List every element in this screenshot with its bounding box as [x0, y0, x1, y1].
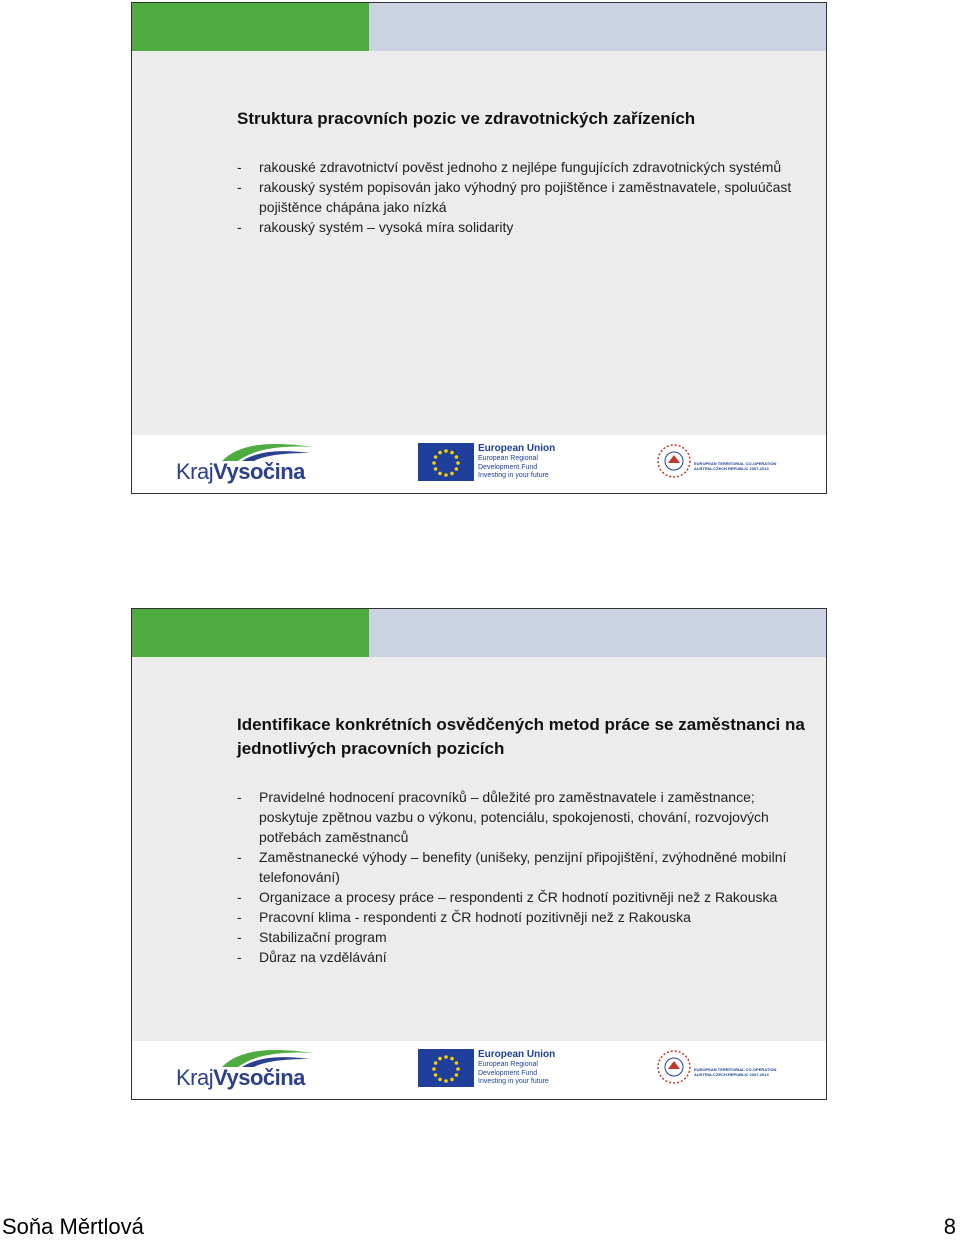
slide-1 — [131, 2, 827, 494]
kraj-vysocina-logo: KrajVysočina — [176, 1047, 316, 1093]
page-number: 8 — [943, 1214, 956, 1239]
slide-content — [237, 107, 806, 237]
blue-bar — [369, 609, 826, 657]
slide-title: Struktura pracovních pozic ve zdravotnických zařízeních — [237, 109, 696, 128]
bullet-item: - rakouské zdravotnictví pověst jednoho z nejlépe fungujících zdravotnických systémů — [237, 159, 782, 175]
slide-title: Identifikace konkrétních osvědčených metod práce se zaměstnanci na jednotlivých pracovních pozicích — [237, 715, 805, 758]
slide-header-bar — [132, 3, 826, 51]
slide-header-bar — [132, 609, 826, 657]
bullet-item: - Důraz na vzdělávání — [237, 949, 387, 965]
cz-caption: EUROPEAN TERRITORIAL CO-OPERATION AUSTRIA-CZECH REPUBLIC 2007-2013 — [694, 461, 777, 471]
eu-flag-icon — [418, 1049, 474, 1087]
cz-at-seal-icon — [656, 1049, 692, 1085]
bullet-item: - rakouský systém popisován jako výhodný pro pojištěnce i zaměstnavatele, spoluúčast pojištěnce chápána jako nízká — [237, 179, 792, 215]
bullet-item: - Stabilizační program — [237, 929, 387, 945]
cz-at-seal-icon — [656, 443, 692, 479]
slide-footer — [132, 435, 826, 493]
slide-2 — [131, 608, 827, 1100]
slide-content — [237, 713, 806, 967]
bullet-item: - Pracovní klima - respondenti z ČR hodnotí pozitivněji než z Rakouska — [237, 909, 691, 925]
bullet-item: - rakouský systém – vysoká míra solidarity — [237, 219, 514, 235]
bullet-item: - Organizace a procesy práce – respondenti z ČR hodnotí pozitivněji než z Rakouska — [237, 889, 778, 905]
page-author: Soňa Měrtlová — [2, 1214, 144, 1239]
blue-bar — [369, 3, 826, 51]
eu-caption: European Union European Regional Development Fund Investing in your future — [478, 443, 556, 479]
cz-caption: EUROPEAN TERRITORIAL CO-OPERATION AUSTRIA-CZECH REPUBLIC 2007-2013 — [694, 1067, 777, 1077]
bullet-list — [237, 787, 806, 967]
kraj-vysocina-logo: KrajVysočina — [176, 441, 316, 487]
green-bar — [132, 609, 369, 657]
bullet-list — [237, 157, 806, 237]
eu-flag-icon — [418, 443, 474, 481]
bullet-item: - Zaměstnanecké výhody – benefity (unišeky, penzijní připojištění, zvýhodněné mobilní telefonování) — [237, 849, 787, 885]
slide-footer — [132, 1041, 826, 1099]
eu-caption: European Union European Regional Development Fund Investing in your future — [478, 1049, 556, 1085]
green-bar — [132, 3, 369, 51]
bullet-item: - Pravidelné hodnocení pracovníků – důležité pro zaměstnavatele i zaměstnance; poskytuje zpětnou vazbu o výkonu, potenciálu, spokojenosti, chování, rozvojových potřebách zaměstnanců — [237, 789, 769, 845]
